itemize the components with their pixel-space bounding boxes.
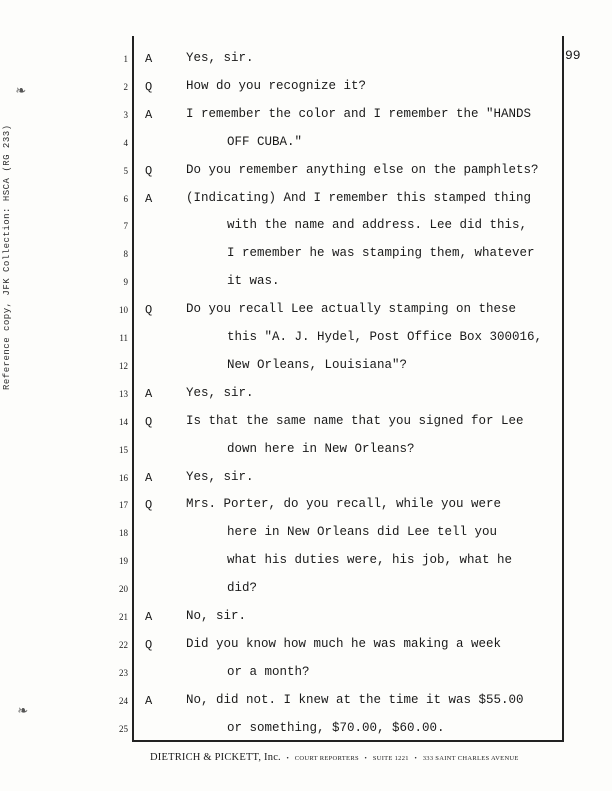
footer-company: DIETRICH & PICKETT, Inc. [150,752,281,763]
transcript-line-text: How do you recognize it? [186,78,367,93]
line-number: 6 [123,193,128,204]
line-number: 24 [119,695,128,706]
footer-separator: • [286,755,290,762]
footer-suite: SUITE 1221 [372,755,409,762]
transcript-line-text: (Indicating) And I remember this stamped thing [186,190,532,205]
speaker-label: A [145,107,153,122]
speaker-label: Q [145,303,153,318]
transcript-line-text: I remember the color and I remember the "HANDS [186,106,532,121]
transcript-line-text: Yes, sir. [186,469,254,484]
footer [150,752,519,763]
footer-address: 333 SAINT CHARLES AVENUE [422,755,519,762]
speaker-label: A [145,610,153,624]
line-number: 22 [119,639,128,650]
line-number: 4 [123,137,128,148]
archive-reference-note: Reference copy, JFK Collection: HSCA (RG 233) [2,124,12,390]
transcript-line-text: Do you remember anything else on the pamphlets? [186,162,539,177]
transcript-line-text: down here in New Orleans? [227,441,415,456]
transcript-line-text: what his duties were, his job, what he [227,553,513,568]
transcript-line-text: Do you recall Lee actually stamping on these [186,302,517,317]
transcript-line-text: New Orleans, Louisiana"? [227,357,408,372]
line-number: 19 [119,556,128,567]
line-number: 16 [119,472,128,483]
speaker-label: A [145,52,153,66]
footer-separator: • [414,755,418,762]
speaker-label: Q [145,163,153,178]
transcript-line-text: here in New Orleans did Lee tell you [227,525,498,540]
speaker-label: Q [145,414,153,429]
line-number: 15 [119,444,128,455]
footer-separator: • [364,755,368,762]
transcript-line-text: with the name and address. Lee did this, [227,218,528,233]
transcript-line-text: did? [227,581,258,596]
speaker-label: A [145,470,153,485]
line-number: 17 [119,500,128,511]
speaker-label: A [145,191,153,206]
line-number: 11 [119,333,128,343]
margin-smudge-mark: ❧ [16,82,26,100]
transcript-line-text: Is that the same name that you signed for Lee [186,413,524,428]
transcript-line-text: Did you know how much he was making a week [186,636,502,651]
transcript-line-text: or something, $70.00, $60.00. [227,720,445,735]
line-number: 7 [123,221,128,232]
transcript-line-text: Yes, sir. [186,51,254,65]
line-number: 14 [119,416,128,427]
speaker-label: A [145,693,153,708]
line-number: 13 [119,388,128,399]
line-number: 5 [123,165,128,176]
line-number: 12 [119,360,128,371]
transcript-line-text: I remember he was stamping them, whatever [227,246,535,261]
transcript-line-text: Mrs. Porter, do you recall, while you were [186,497,502,512]
line-number: 23 [119,667,128,678]
transcript-line-text: No, sir. [186,609,247,623]
page-number: 99 [565,48,581,63]
transcript-line-text: it was. [227,274,280,289]
right-margin-rule [562,36,564,742]
speaker-label: Q [145,637,153,652]
line-number: 8 [123,249,128,260]
line-number: 21 [119,612,128,622]
left-margin-rule [132,36,134,742]
line-number: 20 [119,584,128,595]
line-number: 9 [123,277,128,288]
line-number: 3 [123,109,128,120]
line-number: 25 [119,723,128,734]
speaker-label: Q [145,79,153,94]
bottom-rule [132,740,564,742]
speaker-label: Q [145,498,153,513]
line-number: 10 [119,305,128,316]
transcript-line-text: OFF CUBA." [227,134,303,149]
margin-smudge-mark: ❧ [18,702,28,720]
line-number: 1 [123,54,128,64]
line-number: 2 [123,81,128,92]
transcript-line-text: Yes, sir. [186,385,254,400]
speaker-label: A [145,386,153,401]
transcript-line-text: or a month? [227,664,310,679]
footer-service: COURT REPORTERS [294,755,359,762]
line-number: 18 [119,528,128,539]
transcript-line-text: this "A. J. Hydel, Post Office Box 300016, [227,330,543,344]
transcript-line-text: No, did not. I knew at the time it was $55.00 [186,692,524,707]
